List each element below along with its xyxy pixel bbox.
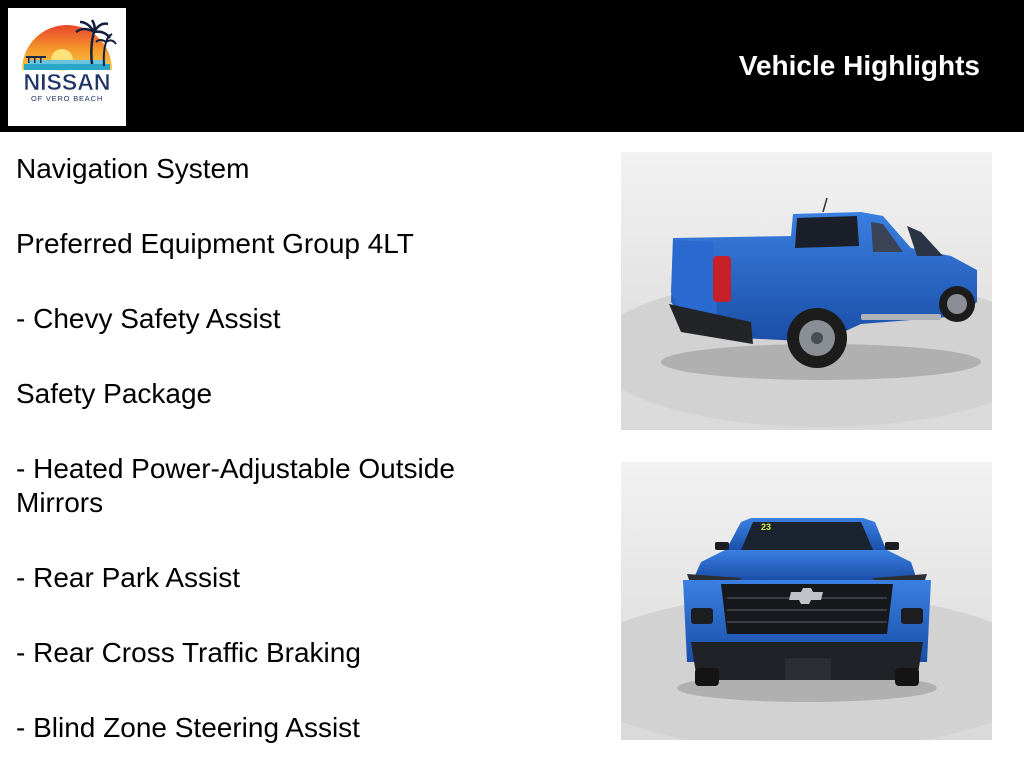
vehicle-photo-rear [621,152,992,430]
vehicle-photo-front [621,462,992,740]
logo-brand-text: NISSAN [23,69,111,95]
windshield-sticker: 23 [761,522,772,532]
dealer-logo [8,8,126,126]
feature-item: Navigation System [16,153,250,184]
feature-item: Safety Package [16,378,213,409]
logo-sub-text: OF VERO BEACH [30,94,104,103]
feature-item: - Heated Power-Adjustable Outside Mirrors [16,453,455,518]
feature-item: Preferred Equipment Group 4LT [16,228,414,259]
header-bar [0,0,1024,132]
page-title: Vehicle Highlights [738,50,980,81]
feature-item: - Rear Park Assist [16,562,241,593]
feature-item: - Blind Zone Steering Assist [16,712,360,743]
feature-list [16,152,576,768]
sunset-palm-logo-icon [8,8,126,126]
feature-item: - Rear Cross Traffic Braking [16,637,361,668]
feature-item: - Chevy Safety Assist [16,303,281,334]
